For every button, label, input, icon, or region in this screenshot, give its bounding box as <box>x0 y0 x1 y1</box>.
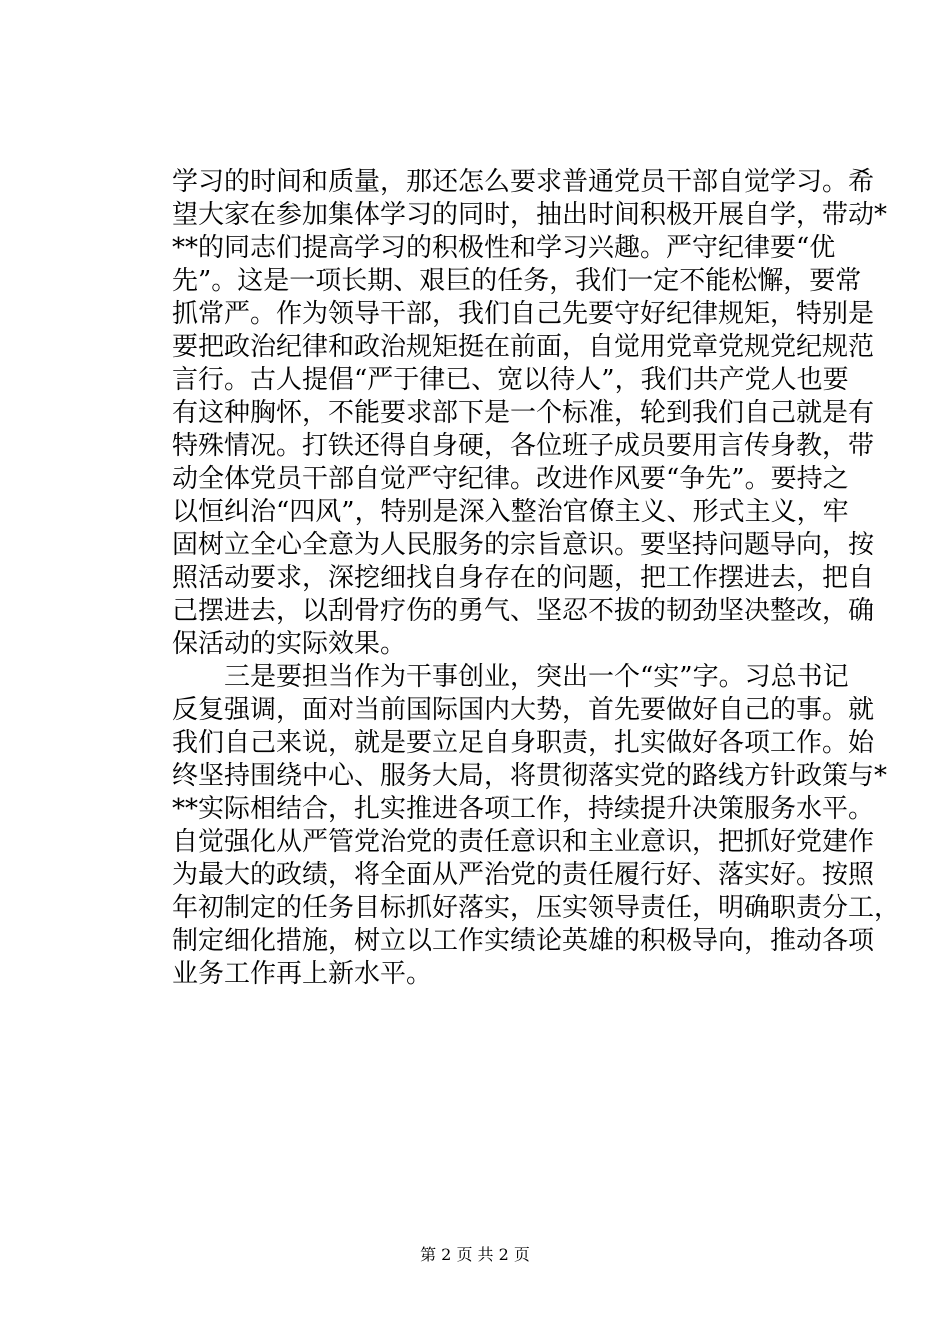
text-line: 先”。这是一项长期、艰巨的任务，我们一定不能松懈，要常 <box>172 266 862 296</box>
text-line: 保活动的实际效果。 <box>172 629 407 659</box>
text-line: 要把政治纪律和政治规矩挺在前面，自觉用党章党规党纪规范 <box>172 332 875 362</box>
text-line: **实际相结合，扎实推进各项工作，持续提升决策服务水平。 <box>172 794 875 824</box>
text-line: 抓常严。作为领导干部，我们自己先要守好纪律规矩，特别是 <box>172 299 875 329</box>
text-line: 我们自己来说，就是要立足自身职责，扎实做好各项工作。始 <box>172 728 875 758</box>
text-line: 己摆进去，以刮骨疗伤的勇气、坚忍不拔的韧劲坚决整改，确 <box>172 596 875 626</box>
text-line: 有这种胸怀，不能要求部下是一个标准，轮到我们自己就是有 <box>172 398 875 428</box>
text-line: 固树立全心全意为人民服务的宗旨意识。要坚持问题导向，按 <box>172 530 875 560</box>
paragraph-first-line: 三是要担当作为干事创业，突出一个“实”字。习总书记 <box>224 662 849 692</box>
page-number-footer: 第 2 页 共 2 页 <box>420 1245 530 1264</box>
text-line: 为最大的政绩，将全面从严治党的责任履行好、落实好。按照 <box>172 860 875 890</box>
text-line: 制定细化措施，树立以工作实绩论英雄的积极导向，推动各项 <box>172 926 875 956</box>
text-line: 年初制定的任务目标抓好落实，压实领导责任，明确职责分工， <box>172 893 901 923</box>
text-line: 以恒纠治“四风”，特别是深入整治官僚主义、形式主义，牢 <box>172 497 849 527</box>
text-line: 业务工作再上新水平。 <box>172 959 433 989</box>
body-text <box>172 166 901 991</box>
text-line: 言行。古人提倡“严于律已、宽以待人”，我们共产党人也要 <box>172 365 849 395</box>
text-line: 反复强调，面对当前国际国内大势，首先要做好自己的事。就 <box>172 695 875 725</box>
text-line: 望大家在参加集体学习的同时，抽出时间积极开展自学，带动* <box>172 200 888 230</box>
text-line: 自觉强化从严管党治党的责任意识和主业意识，把抓好党建作 <box>172 827 875 857</box>
text-line: 学习的时间和质量，那还怎么要求普通党员干部自觉学习。希 <box>172 167 875 197</box>
text-line: 终坚持围绕中心、服务大局，将贯彻落实党的路线方针政策与* <box>172 761 888 791</box>
text-line: 动全体党员干部自觉严守纪律。改进作风要“争先”。要持之 <box>172 464 849 494</box>
text-line: 特殊情况。打铁还得自身硬，各位班子成员要用言传身教，带 <box>172 431 875 461</box>
text-line: 照活动要求，深挖细找自身存在的问题，把工作摆进去，把自 <box>172 563 875 593</box>
text-line: **的同志们提高学习的积极性和学习兴趣。严守纪律要“优 <box>172 233 836 263</box>
